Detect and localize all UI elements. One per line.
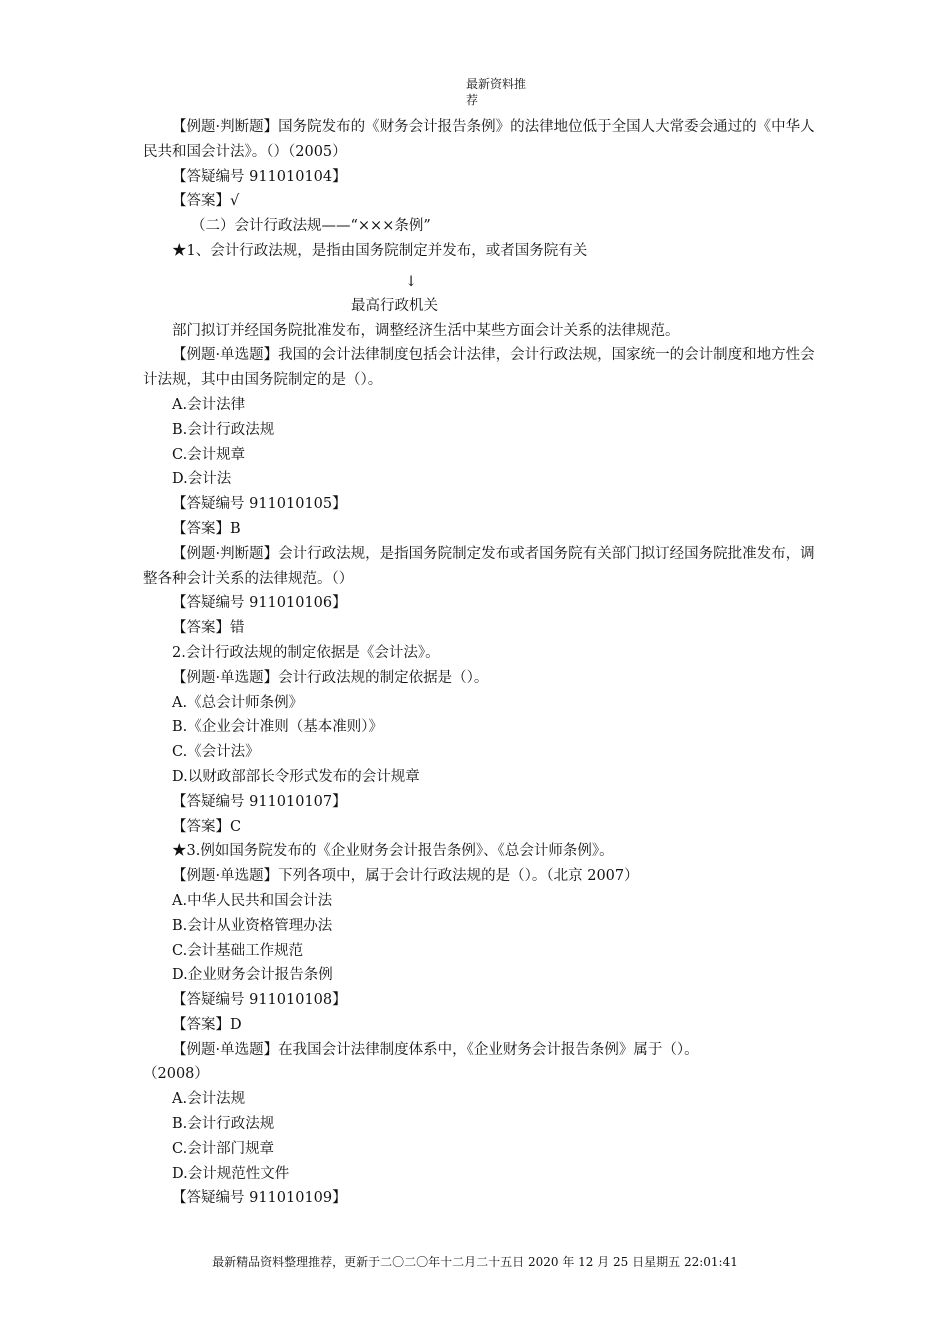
document-body	[143, 115, 818, 1211]
q4-option-b: B.《企业会计准则（基本准则）》	[172, 719, 384, 736]
q6-option-b: B.会计行政法规	[172, 1116, 275, 1133]
q5-option-d: D.企业财务会计报告条例	[172, 967, 333, 984]
q5-option-b: B.会计从业资格管理办法	[172, 917, 333, 934]
q4-option-c: C.《会计法》	[172, 744, 260, 761]
q6-year: （2008）	[143, 1066, 209, 1083]
q5-option-c: C.会计基础工作规范	[172, 942, 304, 959]
page-footer: 最新精品资料整理推荐，更新于二〇二〇年十二月二十五日 2020 年 12 月 25 日星期五 22:01:41	[212, 1255, 738, 1269]
q1-code: 【答疑编号 911010104】	[172, 168, 347, 185]
q5-title: 【例题·单选题】下列各项中，属于会计行政法规的是（）。（北京 2007）	[172, 868, 639, 885]
header-line-1: 最新资料推	[466, 77, 527, 91]
q2-code: 【答疑编号 911010105】	[172, 496, 347, 513]
q3-code: 【答疑编号 911010106】	[172, 595, 347, 612]
q5-code: 【答疑编号 911010108】	[172, 992, 347, 1009]
q4-option-d: D.以财政部部长令形式发布的会计规章	[172, 768, 420, 785]
q4-title: 【例题·单选题】会计行政法规的制定依据是（）。	[172, 669, 489, 686]
q1-answer: 【答案】√	[172, 193, 240, 210]
q6-option-c: C.会计部门规章	[172, 1140, 275, 1157]
q2-answer: 【答案】B	[172, 520, 241, 537]
section-heading: （二）会计行政法规——“×××条例”	[191, 218, 431, 235]
q2-option-c: C.会计规章	[172, 446, 246, 463]
q2-option-a: A.会计法律	[172, 396, 246, 413]
down-arrow-icon: ↓	[405, 273, 418, 290]
q6-option-d: D.会计规范性文件	[172, 1165, 290, 1182]
q6-title: 【例题·单选题】在我国会计法律制度体系中，《企业财务会计报告条例》属于（）。	[172, 1041, 699, 1058]
q6-code: 【答疑编号 911010109】	[172, 1190, 347, 1207]
header-line-2: 荐	[466, 93, 479, 107]
q5-option-a: A.中华人民共和国会计法	[172, 892, 333, 909]
q6-option-a: A.会计法规	[172, 1091, 246, 1108]
q2-option-d: D.会计法	[172, 471, 232, 488]
arrow-note: 最高行政机关	[351, 297, 438, 314]
point-3: ★3.例如国务院发布的《企业财务会计报告条例》、《总会计师条例》。	[172, 843, 614, 860]
q3-title: 【例题·判断题】会计行政法规，是指国务院制定发布或者国务院有关部门拟订经国务院批准发布，调整各种会计关系的法律规范。（）	[143, 545, 815, 587]
page-header	[466, 76, 546, 108]
q1-title: 【例题·判断题】国务院发布的《财务会计报告条例》的法律地位低于全国人大常委会通过的《中华人民共和国会计法》。（）（2005）	[143, 119, 815, 160]
point-2: 2.会计行政法规的制定依据是《会计法》。	[172, 644, 440, 661]
q2-option-b: B.会计行政法规	[172, 421, 275, 438]
q4-code: 【答疑编号 911010107】	[172, 793, 347, 810]
point-1: ★1、会计行政法规，是指由国务院制定并发布，或者国务院有关	[172, 242, 588, 259]
point-1-continued: 部门拟订并经国务院批准发布，调整经济生活中某些方面会计关系的法律规范。	[172, 322, 680, 339]
q4-answer: 【答案】C	[172, 818, 242, 835]
q3-answer: 【答案】错	[172, 620, 245, 637]
q5-answer: 【答案】D	[172, 1016, 242, 1033]
q2-title: 【例题·单选题】我国的会计法律制度包括会计法律，会计行政法规，国家统一的会计制度和地方性会计法规，其中由国务院制定的是（）。	[143, 347, 815, 389]
q4-option-a: A.《总会计师条例》	[172, 694, 304, 711]
